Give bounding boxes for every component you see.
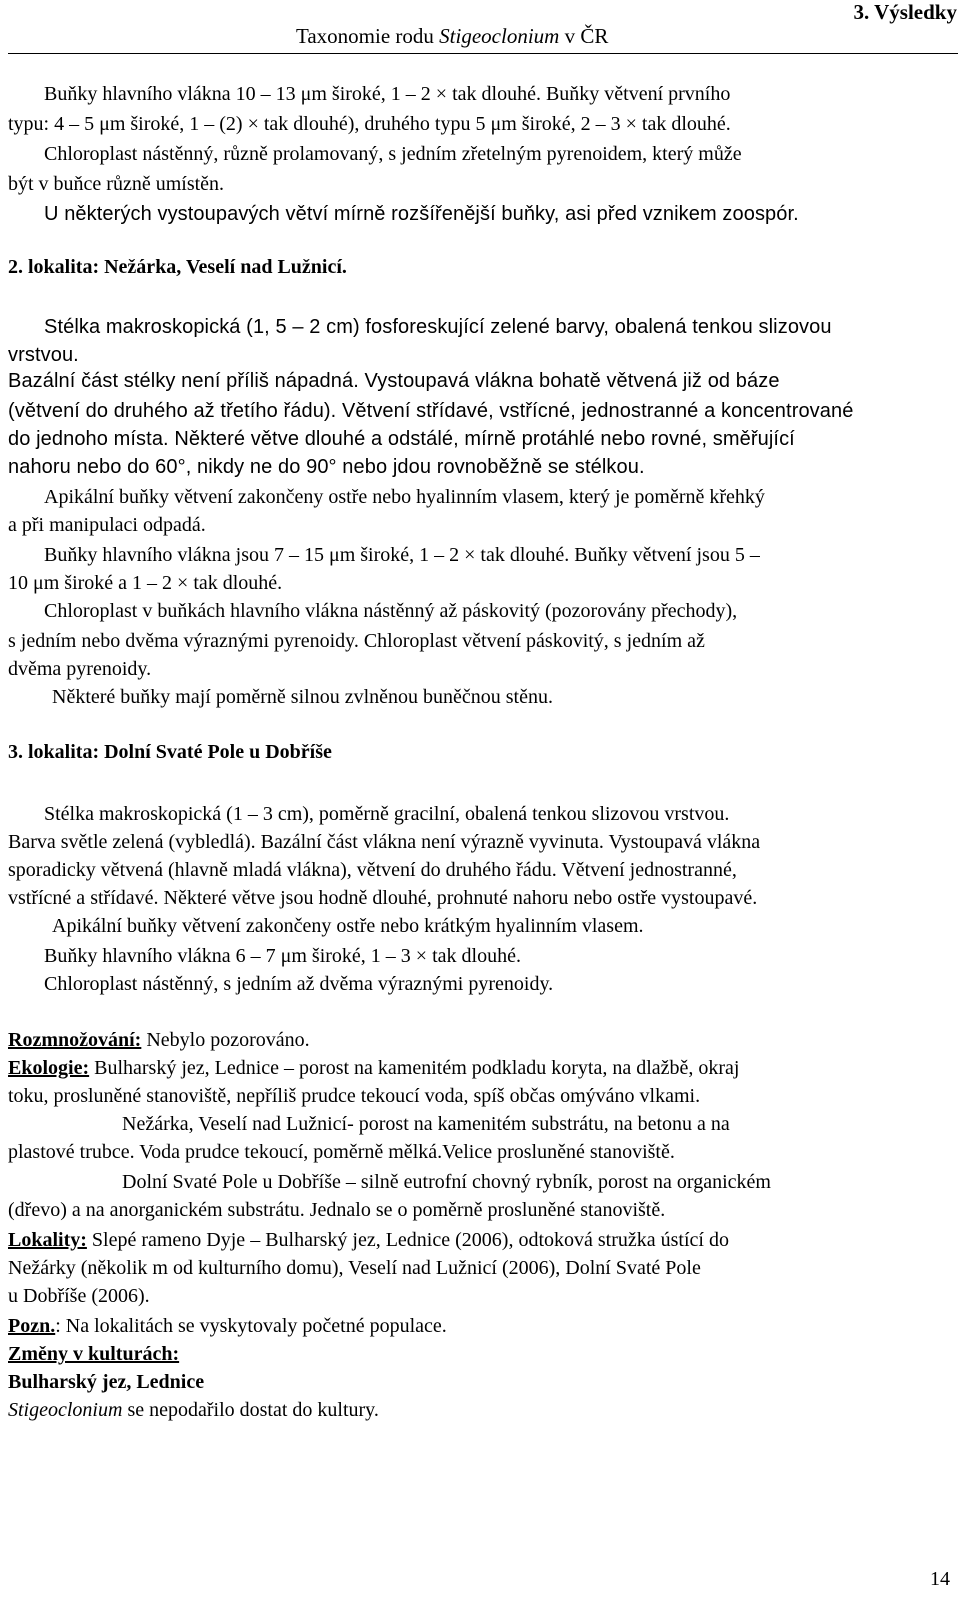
text-line: Apikální buňky větvení zakončeny ostře nebo hyalinním vlasem, který je poměrně křehký	[44, 486, 765, 508]
text-line: 10 μm široké a 1 ‒ 2 × tak dlouhé.	[8, 572, 283, 594]
running-title-prefix: Taxonomie rodu	[296, 24, 440, 48]
reproduction-text: Nebylo pozorováno.	[141, 1029, 310, 1051]
chapter-label: 3. Výsledky	[853, 0, 957, 24]
text-line: do jednoho místa. Některé větve dlouhé a odstálé, mírně protáhlé nebo rovné, směřující	[8, 428, 795, 450]
text-line: Chloroplast nástěnný, různě prolamovaný, s jedním zřetelným pyrenoidem, který může	[44, 143, 742, 165]
text-line: Chloroplast v buňkách hlavního vlákna nástěnný až páskovitý (pozorovány přechody),	[44, 600, 738, 622]
text-line: plastové trubce. Voda prudce tekoucí, poměrně mělká.Velice prosluněné stanoviště.	[8, 1141, 675, 1163]
running-header-title	[296, 24, 608, 49]
text-line: Chloroplast nástěnný, s jedním až dvěma výraznými pyrenoidy.	[44, 973, 554, 995]
text-line: Buňky hlavního vlákna 6 ‒ 7 μm široké, 1 ‒ 3 × tak dlouhé.	[44, 945, 521, 967]
text-line: Dolní Svaté Pole u Dobříše ‒ silně eutrofní chovný rybník, porost na organickém	[122, 1171, 771, 1193]
text-line: sporadicky větvená (hlavně mladá vlákna), větvení do druhého řádu. Větvení jednostranné,	[8, 859, 737, 881]
text-line: a při manipulaci odpadá.	[8, 514, 206, 536]
text-line: Apikální buňky větvení zakončeny ostře nebo krátkým hyalinním vlasem.	[52, 915, 644, 937]
text-line: Bazální část stélky není příliš nápadná. Vystoupavá vlákna bohatě větvená již od báze	[8, 370, 780, 392]
text-line: toku, prosluněné stanoviště, nepříliš prudce tekoucí voda, spíš občas omýváno vlkami.	[8, 1085, 701, 1107]
note-text: : Na lokalitách se vyskytovaly početné populace.	[55, 1315, 447, 1337]
text-line: Stélka makroskopická (1 ‒ 3 cm), poměrně gracilní, obalená tenkou slizovou vrstvou.	[44, 803, 730, 825]
text-line: Stélka makroskopická (1, 5 ‒ 2 cm) fosforeskující zelené barvy, obalená tenkou slizovou	[44, 316, 832, 338]
page-number: 14	[930, 1568, 950, 1590]
culture-locality-heading: Bulharský jez, Lednice	[8, 1371, 205, 1393]
localities-text: Slepé rameno Dyje ‒ Bulharský jez, Lednice (2006), odtoková stružka ústící do	[86, 1229, 729, 1251]
localities-line	[8, 1226, 729, 1254]
culture-changes-label: Změny v kulturách:	[8, 1343, 180, 1365]
text-line: být v buňce různě umístěn.	[8, 173, 225, 195]
running-title-genus: Stigeoclonium	[439, 24, 560, 48]
ecology-line	[8, 1054, 739, 1082]
text-line: Nežárky (několik m od kulturního domu), Veselí nad Lužnicí (2006), Dolní Svaté Pole	[8, 1257, 701, 1279]
culture-genus: Stigeoclonium	[8, 1399, 123, 1421]
note-label: Pozn.	[8, 1315, 56, 1337]
text-line: Nežárka, Veselí nad Lužnicí- porost na kamenitém substrátu, na betonu a na	[122, 1113, 730, 1135]
text-line: dvěma pyrenoidy.	[8, 658, 152, 680]
ecology-label: Ekologie:	[8, 1057, 90, 1079]
text-line: vstřícné a střídavé. Některé větve jsou hodně dlouhé, prohnuté nahoru nebo ostře vystoupavé.	[8, 887, 758, 909]
text-line: typu: 4 ‒ 5 μm široké, 1 ‒ (2) × tak dlouhé), druhého typu 5 μm široké, 2 ‒ 3 × tak dlouhé.	[8, 113, 731, 135]
text-line: Buňky hlavního vlákna jsou 7 ‒ 15 μm široké, 1 ‒ 2 × tak dlouhé. Buňky větvení jsou 5 ‒	[44, 544, 760, 566]
text-line: nahoru nebo do 60°, nikdy ne do 90° nebo jdou rovnoběžně se stélkou.	[8, 456, 645, 478]
reproduction-label: Rozmnožování:	[8, 1029, 142, 1051]
note-line	[8, 1312, 447, 1340]
localities-label: Lokality:	[8, 1229, 87, 1251]
text-line: (dřevo) a na anorganickém substrátu. Jednalo se o poměrně prosluněné stanoviště.	[8, 1199, 666, 1221]
locality-2-heading: 2. lokalita: Nežárka, Veselí nad Lužnicí.	[8, 256, 347, 278]
reproduction-line	[8, 1026, 310, 1054]
header-rule	[8, 53, 958, 54]
ecology-text: Bulharský jez, Lednice ‒ porost na kamenitém podkladu koryta, na dlažbě, okraj	[89, 1057, 740, 1079]
culture-result-line	[8, 1396, 379, 1424]
text-line: Barva světle zelená (vybledlá). Bazální část vlákna není výrazně vyvinuta. Vystoupavá vlákna	[8, 831, 761, 853]
text-line: vrstvou.	[8, 344, 79, 366]
text-line: Buňky hlavního vlákna 10 ‒ 13 μm široké, 1 ‒ 2 × tak dlouhé. Buňky větvení prvního	[44, 83, 731, 105]
text-line: Některé buňky mají poměrně silnou zvlněnou buněčnou stěnu.	[52, 686, 553, 708]
text-line: (větvení do druhého až třetího řádu). Větvení střídavé, vstřícné, jednostranné a koncentrované	[8, 400, 854, 422]
text-line: U některých vystoupavých větví mírně rozšířenější buňky, asi před vznikem zoospór.	[44, 203, 799, 225]
culture-result-text: se nepodařilo dostat do kultury.	[122, 1399, 379, 1421]
text-line: s jedním nebo dvěma výraznými pyrenoidy. Chloroplast větvení páskovitý, s jedním až	[8, 630, 705, 652]
text-line: u Dobříše (2006).	[8, 1285, 150, 1307]
locality-3-heading: 3. lokalita: Dolní Svaté Pole u Dobříše	[8, 741, 332, 763]
running-title-suffix: v ČR	[559, 24, 609, 48]
